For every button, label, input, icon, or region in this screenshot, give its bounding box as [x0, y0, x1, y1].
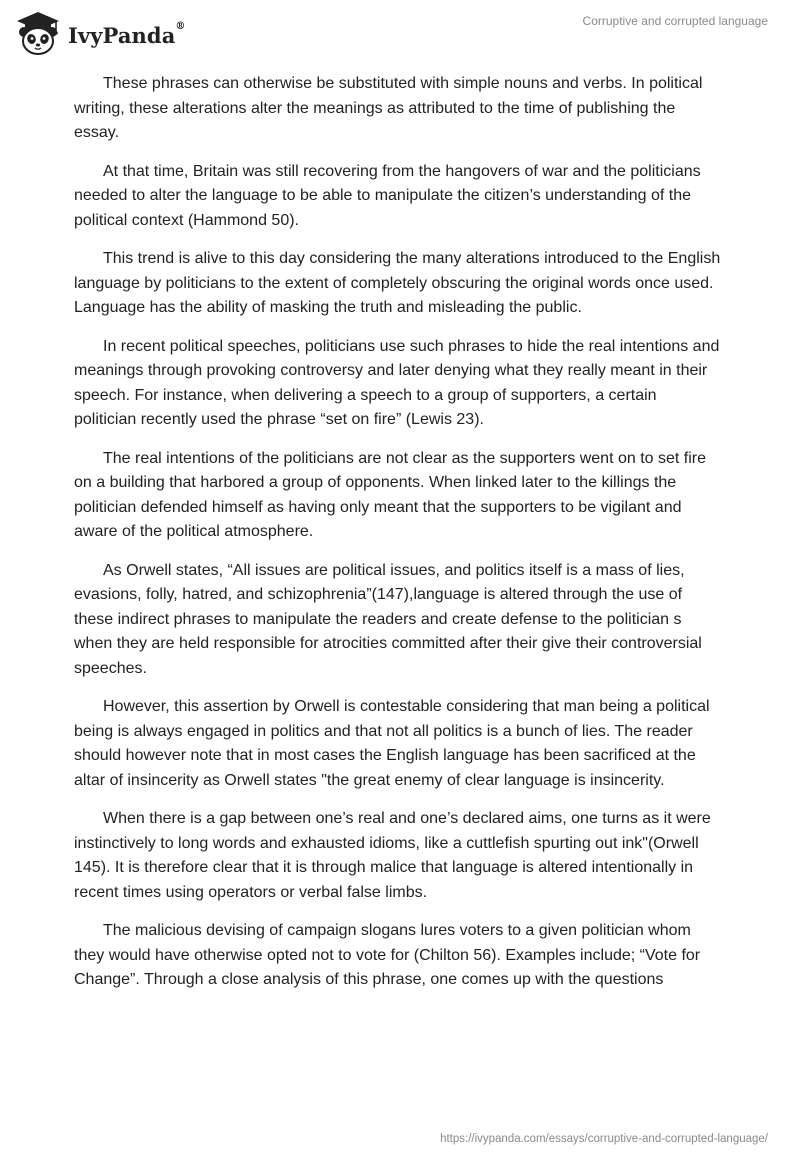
- brand-name-text: IvyPanda: [68, 22, 176, 48]
- essay-paragraph: However, this assertion by Orwell is contestable considering that man being a political being is always engaged in politics and that not all politics is a bunch of lies. The reader should however note that in most cases the English language has been sacrificed at the altar of insincerity as Orwell states "the great enemy of clear language is insincerity.: [74, 698, 710, 789]
- source-url[interactable]: https://ivypanda.com/essays/corruptive-and-corrupted-language/: [440, 1133, 768, 1145]
- essay-paragraph: When there is a gap between one’s real and one’s declared aims, one turns as it were instinctively to long words and exhausted idioms, like a cuttlefish spurting out ink"(Orwell 145). It is therefore clear that it is through malice that language is altered intentionally in recent times using operators or verbal false limbs.: [74, 810, 711, 901]
- essay-paragraph: The malicious devising of campaign slogans lures voters to a given politician whom they would have otherwise opted not to vote for (Chilton 56). Examples include; “Vote for Change”. Through a close analysis of this phrase, one comes up with the questions: [74, 922, 701, 988]
- essay-paragraph: As Orwell states, “All issues are political issues, and politics itself is a mass of lies, evasions, folly, hatred, and schizophrenia”(147),language is altered through the use of these indirect phrases to manipulate the readers and create defense to the politician s when they are held responsible for atrocities committed after their give their controversial speeches.: [74, 561, 702, 677]
- essay-paragraph: At that time, Britain was still recovering from the hangovers of war and the politicians needed to alter the language to be able to manipulate the citizen’s understanding of the political context (Hammond 50).: [74, 162, 701, 229]
- essay-paragraph: In recent political speeches, politicians use such phrases to hide the real intentions and meanings through provoking controversy and later denying what they really meant in their speech. For instance, when delivering a speech to a group of supporters, a certain politician recently used the phrase “set on fire” (Lewis 23).: [74, 337, 720, 428]
- brand-logo[interactable]: [14, 10, 186, 56]
- panda-graduate-icon: [14, 10, 62, 56]
- essay-paragraph: These phrases can otherwise be substituted with simple nouns and verbs. In political writing, these alterations alter the meanings as attributed to the time of publishing the essay.: [74, 75, 703, 141]
- page-header: [0, 0, 800, 60]
- brand-name: [68, 20, 186, 48]
- document-title: Corruptive and corrupted language: [582, 14, 768, 28]
- essay-paragraph: This trend is alive to this day considering the many alterations introduced to the English language by politicians to the extent of completely obscuring the original words once used. Language has the ability of masking the truth and misleading the public.: [74, 250, 721, 316]
- essay-paragraph: The real intentions of the politicians are not clear as the supporters went on to set fire on a building that harbored a group of opponents. When linked later to the killings the politician defended himself as having only meant that the supporters to be vigilant and aware of the political atmosphere.: [74, 449, 706, 540]
- essay-body: [74, 72, 722, 1007]
- registered-mark: ®: [175, 20, 186, 32]
